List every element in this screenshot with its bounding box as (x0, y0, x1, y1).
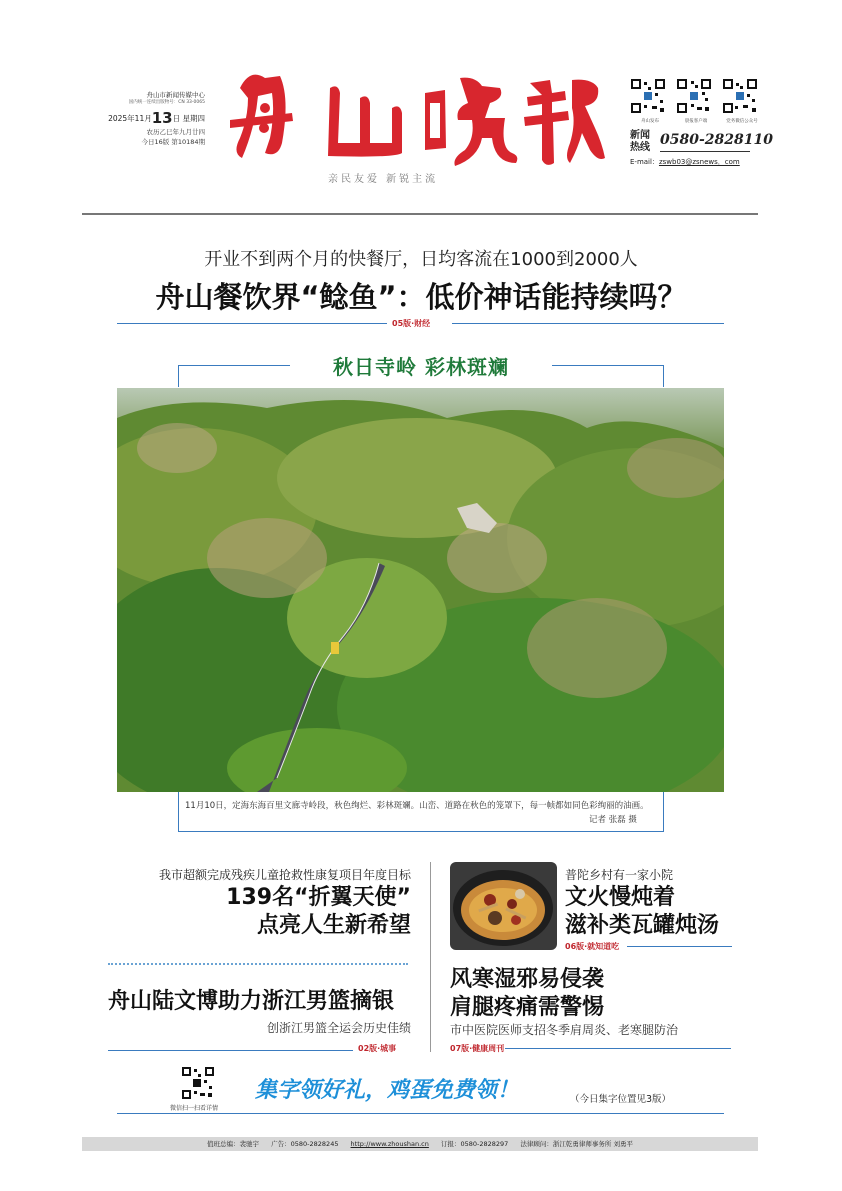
photo-title: 秋日寺岭 彩林斑斓 (333, 355, 509, 379)
story-divider-dotted (108, 963, 408, 965)
qr-code-app[interactable] (676, 78, 716, 124)
photo-caption: 11月10日，定海东海百里文廊寺岭段，秋色绚烂、彩林斑斓。山峦、道路在秋色的笼罩下，每一帧都如同色彩绚丽的油画。 (185, 801, 649, 811)
newspaper-logo (220, 58, 605, 178)
story3-page-ref[interactable]: 06版·就知道吃 (565, 942, 620, 951)
story2-headline[interactable]: 舟山陆文博助力浙江男篮摘银 (108, 989, 395, 1014)
email-label: E-mail： (630, 158, 659, 166)
qr-label: 舟山发布 (641, 119, 659, 124)
promo-qr[interactable] (178, 1066, 218, 1104)
story1-headline-1[interactable]: 139名“折翼天使” (226, 885, 411, 910)
story2-page-ref[interactable]: 02版·城事 (358, 1044, 397, 1053)
story3-rule (627, 946, 732, 947)
lunar-date: 农历乙巳年九月廿四 (146, 128, 205, 136)
hotline-underline (660, 151, 750, 152)
autumn-forest-photo (117, 388, 724, 792)
qr-code-wechat[interactable] (722, 78, 762, 124)
story3-kicker: 普陀乡村有一家小院 (565, 868, 674, 882)
slogan: 亲民友爱 新锐主流 (328, 174, 439, 185)
registration-number: 国内统一连续出版物号：CN 33-0065 (128, 100, 205, 105)
promo-note: （今日集字位置见3版） (570, 1094, 672, 1105)
date-day: 13 (151, 109, 173, 127)
lead-rule-left (117, 323, 387, 324)
lead-page-ref[interactable]: 05版·财经 (392, 319, 431, 328)
qr-code-icon (722, 78, 758, 114)
masthead-info (95, 90, 205, 147)
qr-code-fabu[interactable] (630, 78, 670, 124)
email-address[interactable]: zswb03@zsnews．com (658, 158, 740, 166)
lead-rule-right (452, 323, 724, 324)
promo-rule (117, 1113, 724, 1114)
date-prefix: 2025年11月 (108, 114, 152, 123)
qr-code-icon (676, 78, 712, 114)
hotline-label-line2: 热线 (630, 142, 650, 153)
story2-rule (108, 1050, 353, 1051)
edition-info: 今日16版 第10184期 (141, 138, 205, 146)
story1-headline-2[interactable]: 点亮人生新希望 (256, 913, 411, 938)
qr-label: 党务微信公众号 (726, 119, 758, 124)
caption-frame-right (663, 792, 664, 832)
qr-code-group (630, 78, 762, 124)
footer-ad: 广告：0580-2828245 (271, 1140, 339, 1148)
footer-url[interactable]: http://www.zhoushan.cn (350, 1140, 429, 1148)
footer-legal: 法律顾问：浙江乾勇律师事务所 刘勇平 (520, 1140, 633, 1148)
date-weekday: 日 星期四 (172, 114, 205, 123)
lead-kicker: 开业不到两个月的快餐厅，日均客流在1000到2000人 (204, 249, 638, 270)
caption-frame-left (178, 792, 179, 832)
lead-headline[interactable]: 舟山餐饮界“鲶鱼”：低价神话能持续吗？ (155, 280, 687, 314)
footer-bar (82, 1137, 758, 1151)
qr-code-icon (178, 1066, 218, 1100)
hotline-number: 0580-2828110 (660, 132, 773, 148)
photo-credit: 记者 张磊 摄 (589, 815, 637, 825)
story1-kicker: 我市超额完成残疾儿童抢救性康复项目年度目标 (158, 868, 411, 882)
stew-photo (450, 862, 557, 950)
story4-headline-2[interactable]: 肩腿疼痛需警惕 (450, 995, 605, 1020)
promo-text[interactable]: 集字领好礼，鸡蛋免费领！ (255, 1078, 520, 1103)
story2-subhead: 创浙江男篮全运会历史佳绩 (266, 1021, 411, 1035)
story3-headline-2[interactable]: 滋补类瓦罐炖汤 (565, 913, 720, 938)
qr-label: 晨报客户端 (684, 119, 708, 124)
story3-headline-1[interactable]: 文火慢炖着 (565, 885, 676, 910)
footer-chief-editor: 值班总编：裴驰宇 (207, 1140, 260, 1148)
email (630, 157, 740, 167)
org-name: 舟山市新闻传媒中心 (146, 91, 205, 99)
masthead-divider (82, 213, 758, 215)
qr-code-icon (630, 78, 666, 114)
hotline-label-line1: 新闻 (630, 130, 650, 141)
hotline-label (630, 130, 650, 154)
story4-rule (505, 1048, 731, 1049)
story4-subhead: 市中医院医师支招冬季肩周炎、老寒腿防治 (450, 1023, 679, 1037)
footer-subscribe: 订报：0580-2828297 (440, 1140, 509, 1148)
caption-frame-bottom (178, 831, 664, 832)
story4-headline-1[interactable]: 风寒湿邪易侵袭 (450, 967, 605, 992)
column-divider (430, 862, 431, 1052)
story4-page-ref[interactable]: 07版·健康周刊 (450, 1044, 505, 1053)
issue-date (95, 109, 205, 127)
promo-qr-label: 微信扫一扫看详情 (170, 1105, 219, 1112)
